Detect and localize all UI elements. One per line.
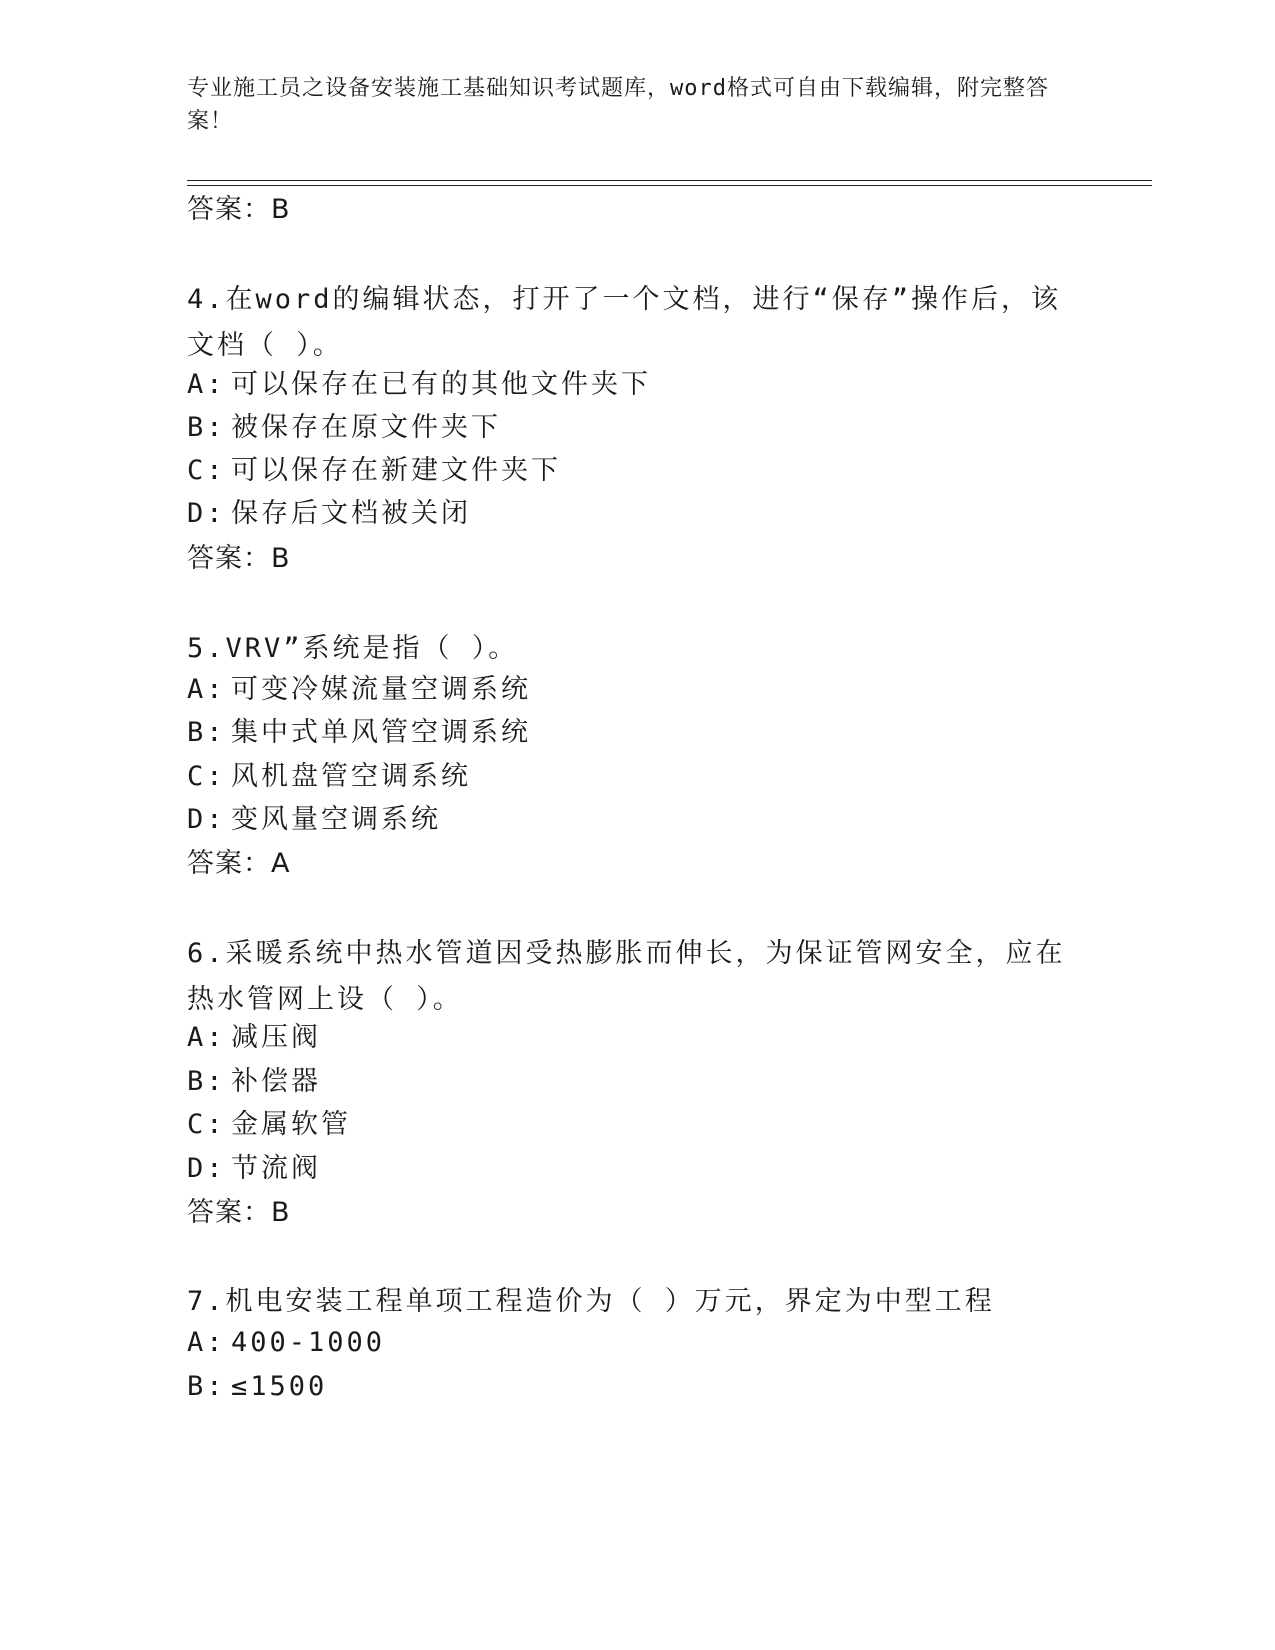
option-letter: A: [187,674,226,705]
option-d [187,494,471,534]
option-text: 可以保存在已有的其他文件夹下 [231,369,651,400]
question-stem: 6.采暖系统中热水管道因受热膨胀而伸长，为保证管网安全，应在热水管网上设（ ）。 [187,938,1066,1015]
option-text: 减压阀 [231,1022,321,1053]
option-text: 金属软管 [231,1109,351,1140]
option-c [187,1105,351,1145]
answer-line: 答案：B [187,1197,291,1228]
option-c [187,451,561,491]
option-a [187,1323,385,1363]
option-d [187,800,441,840]
question-stem: 4.在word的编辑状态，打开了一个文档，进行“保存”操作后，该文档（ ）。 [187,284,1062,361]
option-text: 保存后文档被关闭 [231,498,471,529]
document-header: 专业施工员之设备安装施工基础知识考试题库，word格式可自由下载编辑，附完整答案！ [187,76,1049,134]
option-text: 被保存在原文件夹下 [231,412,501,443]
option-letter: D: [187,1153,226,1184]
option-b [187,713,531,753]
header-rule-bottom [187,185,1152,186]
option-text: 集中式单风管空调系统 [231,717,531,748]
answer-line: 答案：A [187,848,291,879]
option-d [187,1149,321,1189]
option-text: 变风量空调系统 [231,804,441,835]
option-letter: A: [187,1327,226,1358]
option-letter: B: [187,717,226,748]
option-b [187,408,501,448]
option-text: 400-1000 [231,1327,386,1358]
question-stem: 7.机电安装工程单项工程造价为（ ）万元，界定为中型工程 [187,1286,995,1317]
option-text: 风机盘管空调系统 [231,761,471,792]
option-letter: A: [187,1022,226,1053]
option-b [187,1367,327,1407]
option-a [187,1018,321,1058]
option-letter: B: [187,412,226,443]
option-text: 可以保存在新建文件夹下 [231,455,561,486]
header-rule-top [187,180,1152,181]
option-a [187,670,531,710]
answer-line: 答案：B [187,543,291,574]
option-letter: A: [187,369,226,400]
option-text: 节流阀 [231,1153,321,1184]
option-text: ≤1500 [231,1371,328,1402]
option-letter: D: [187,804,226,835]
option-letter: B: [187,1066,226,1097]
option-text: 补偿器 [231,1066,321,1097]
option-letter: C: [187,455,226,486]
option-letter: C: [187,1109,226,1140]
option-letter: D: [187,498,226,529]
option-text: 可变冷媒流量空调系统 [231,674,531,705]
option-letter: C: [187,761,226,792]
option-a [187,365,651,405]
option-letter: B: [187,1371,226,1402]
option-c [187,757,471,797]
option-b [187,1062,321,1102]
question-stem: 5.VRV”系统是指（ ）。 [187,633,519,664]
answer-line: 答案：B [187,194,291,225]
